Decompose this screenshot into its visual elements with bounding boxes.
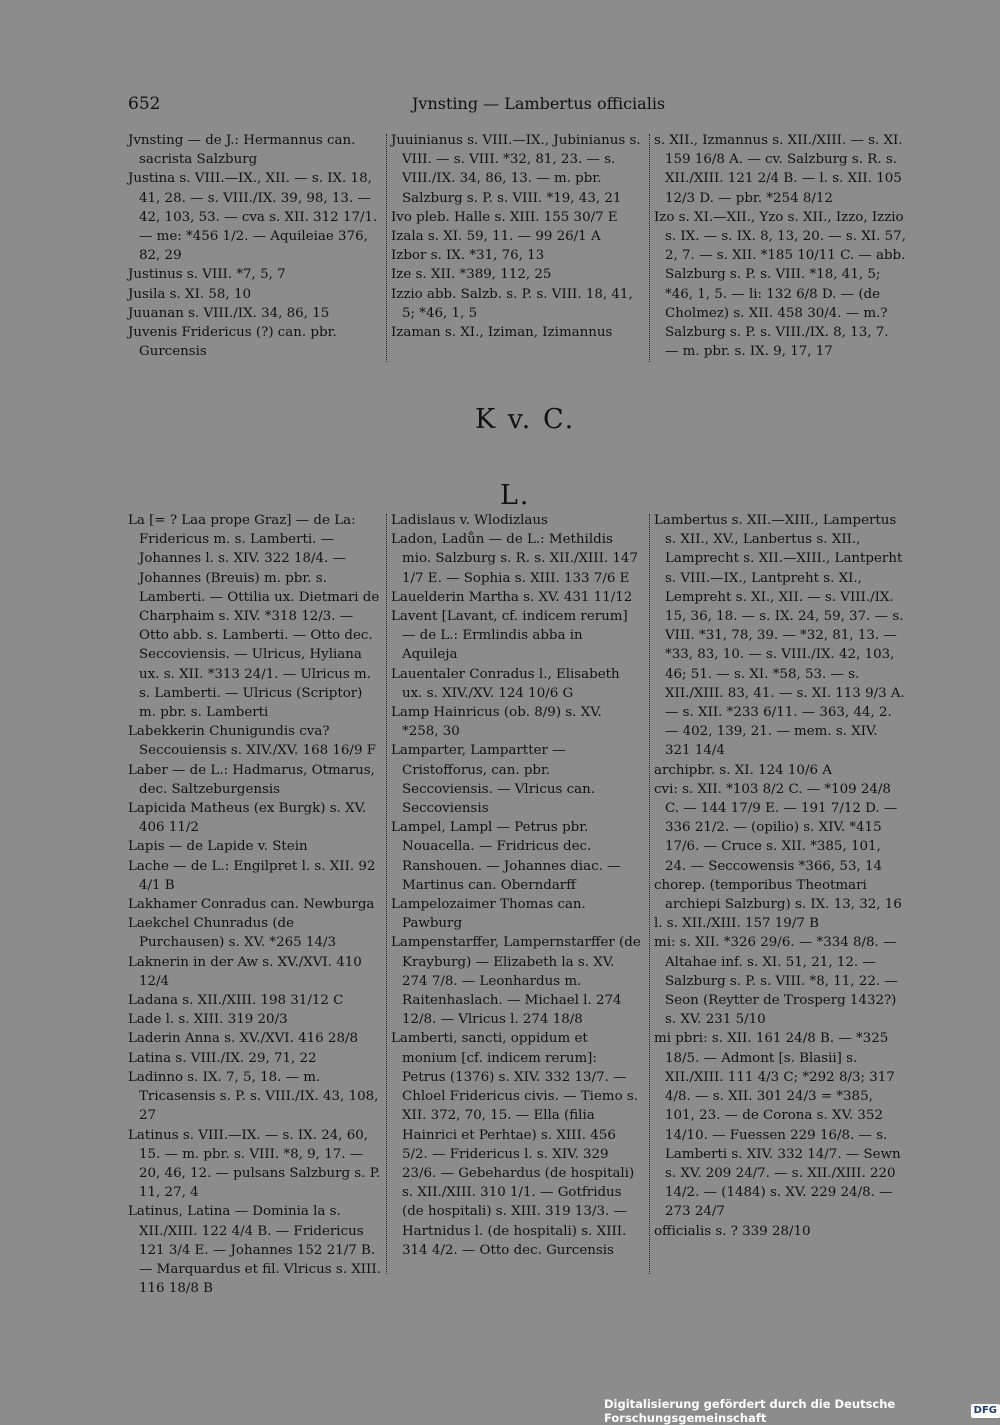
- index-entry: archipbr. s. XI. 124 10/6 A: [654, 762, 832, 778]
- index-entry: Ladinno s. IX. 7, 5, 18. — m. Tricasensis s. P. s. VIII./IX. 43, 108, 27: [128, 1069, 379, 1124]
- index-entry: l. s. XII./XIII. 157 19/7 B: [654, 916, 819, 932]
- index-entry: Ivo pleb. Halle s. XIII. 155 30/7 E: [391, 209, 618, 225]
- column-divider: [649, 134, 650, 362]
- index-entry: Ladana s. XII./XIII. 198 31/12 C: [128, 993, 344, 1009]
- index-entry: Lamberti, sancti, oppidum et monium [cf. indicem rerum]: Petrus (1376) s. XIV. 332 13/7. — Chloel Fridericus civis. — Tiemo s. XII. 372, 70, 15. — Ella (filia Hainrici et Perhtae) s. XIII. 456 5/2. — Fridericus l. s. XIV. 329 23/6. — Gebehardus (de hospitali) s. XII./XIII. 310 1/1. — Gotfridus (de hospitali) s. XIII. 319 13/3. — Hartnidus l. (de hospitali) s. XIII. 314 4/2. — Otto dec. Gurcensis: [391, 1031, 639, 1258]
- index-entry: Izo s. XI.—XII., Yzo s. XII., Izzo, Izzio s. IX. — s. IX. 8, 13, 20. — s. XI. 57, 2, 7. — s. XII. *185 10/11 C. — abb. Salzburg s. P. s. VIII. *18, 41, 5; *46, 1, 5. — li: 132 6/8 D. — (de Cholmez) s. XII. 458 30/4. — m.? Salzburg s. P. s. VIII./IX. 8, 13, 7. — m. pbr. s. IX. 9, 17, 17: [654, 209, 906, 360]
- index-entry: Lampel, Lampl — Petrus pbr. Nouacella. — Fridricus dec. Ranshouen. — Johannes diac. — Martinus can. Oberndarff: [391, 820, 621, 893]
- index-entry: Juuanan s. VIII./IX. 34, 86, 15: [128, 305, 330, 321]
- index-entry: Juuinianus s. VIII.—IX., Jubinianus s. VIII. — s. VIII. *32, 81, 23. — s. VIII./IX. 34, 86, 13. — m. pbr. Salzburg s. P. s. VIII. *19, 43, 21: [391, 133, 641, 206]
- index-entry: cvi: s. XII. *103 8/2 C. — *109 24/8 C. — 144 17/9 E. — 191 7/12 D. — 336 21/2. — (opilio) s. XIV. *415 17/6. — Cruce s. XII. *385, 101, 24. — Seccowensis *366, 53, 14: [654, 781, 898, 874]
- column-divider: [649, 514, 650, 1274]
- index-entry: Lauelderin Martha s. XV. 431 11/12: [391, 589, 633, 605]
- index-entry: Latinus s. VIII.—IX. — s. IX. 24, 60, 15. — m. pbr. s. VIII. *8, 9, 17. — 20, 46, 12. — pulsans Salzburg s. P. 11, 27, 4: [128, 1127, 381, 1201]
- index-entry: Lamp Hainricus (ob. 8/9) s. XV. *258, 30: [391, 705, 602, 740]
- index-entry: Justinus s. VIII. *7, 5, 7: [128, 267, 286, 283]
- index-entry: Laber — de L.: Hadmarus, Otmarus, dec. Saltzeburgensis: [128, 762, 375, 797]
- index-entry: Ize s. XII. *389, 112, 25: [391, 267, 552, 283]
- index-entry: Izaman s. XI., Iziman, Izimannus: [391, 325, 613, 341]
- index-entry: Lavent [Lavant, cf. indicem rerum] — de L.: Ermlindis abba in Aquileja: [391, 609, 628, 663]
- index-entry: Justina s. VIII.—IX., XII. — s. IX. 18, 41, 28. — s. VIII./IX. 39, 98, 13. — 42, 103, 53. — cva s. XII. 312 17/1. — me: *456 1/2. — Aquileiae 376, 82, 29: [128, 171, 378, 264]
- index-entry: Lade l. s. XIII. 319 20/3: [128, 1012, 288, 1028]
- column-divider: [386, 134, 387, 362]
- column-bottom-3: [654, 511, 906, 1241]
- column-bottom-2: [391, 511, 642, 1260]
- index-entry: Izala s. XI. 59, 11. — 99 26/1 A: [391, 229, 601, 245]
- dfg-logo: DFG: [971, 1404, 1000, 1418]
- index-entry: Laekchel Chunradus (de Purchausen) s. XV. *265 14/3: [128, 916, 337, 951]
- index-entry: Ladon, Ladůn — de L.: Methildis mio. Salzburg s. R. s. XII./XIII. 147 1/7 E. — Sophia s. XIII. 133 7/6 E: [391, 532, 638, 586]
- index-entry: Ladislaus v. Wlodizlaus: [391, 513, 548, 528]
- index-entry: Lakhamer Conradus can. Newburga: [128, 897, 375, 913]
- running-title: Jvnsting — Lambertus officialis: [412, 94, 666, 113]
- index-entry: Lampenstarffer, Lampernstarffer (de Krayburg) — Elizabeth la s. XV. 274 7/8. — Leonhardus m. Raitenhaslach. — Michael l. 274 12/8. — Vlricus l. 274 18/8: [391, 935, 641, 1028]
- index-entry: Lapicida Matheus (ex Burgk) s. XV. 406 11/2: [128, 801, 367, 836]
- index-entry: Laderin Anna s. XV./XVI. 416 28/8: [128, 1031, 358, 1047]
- index-entry: Latinus, Latina — Dominia la s. XII./XIII. 122 4/4 B. — Fridericus 121 3/4 E. — Johannes 152 21/7 B. — Marquardus et fil. Vlricus s. XIII. 116 18/8 B: [128, 1204, 381, 1297]
- index-entry: s. XII., Izmannus s. XII./XIII. — s. XI. 159 16/8 A. — cv. Salzburg s. R. s. XII./XIII. 121 2/4 B. — l. s. XII. 105 12/3 D. — pbr. *254 8/12: [654, 133, 903, 206]
- index-entry: mi pbri: s. XII. 161 24/8 B. — *325 18/5. — Admont [s. Blasii] s. XII./XIII. 111 4/3 C; *292 8/3; 317 4/8. — s. XII. 301 24/3 = *385, 101, 23. — de Corona s. XV. 352 14/10. — Fuessen 229 16/8. — s. Lamberti s. XIV. 332 14/7. — Sewn s. XV. 209 24/7. — s. XII./XIII. 220 14/2. — (1484) s. XV. 229 24/8. — 273 24/7: [654, 1031, 901, 1220]
- index-entry: Izbor s. IX. *31, 76, 13: [391, 248, 545, 264]
- index-entry: Lache — de L.: Engilpret l. s. XII. 92 4/1 B: [128, 858, 376, 893]
- footer: [604, 1397, 1000, 1425]
- section-heading-l: L.: [500, 480, 531, 511]
- index-entry: Izzio abb. Salzb. s. P. s. VIII. 18, 41, 5; *46, 1, 5: [391, 286, 633, 321]
- page-number: 652: [128, 94, 161, 114]
- index-entry: Laknerin in der Aw s. XV./XVI. 410 12/4: [128, 954, 362, 989]
- index-entry: chorep. (temporibus Theotmari archiepi Salzburg) s. IX. 13, 32, 16: [654, 877, 902, 913]
- column-top-3: [654, 131, 906, 361]
- index-entry: Lampelozaimer Thomas can. Pawburg: [391, 897, 586, 932]
- index-entry: officialis s. ? 339 28/10: [654, 1223, 811, 1239]
- index-entry: Latina s. VIII./IX. 29, 71, 22: [128, 1050, 317, 1066]
- column-top-2: [391, 131, 642, 342]
- index-entry: Jusila s. XI. 58, 10: [128, 286, 251, 302]
- index-entry: Jvnsting — de J.: Hermannus can. sacrista Salzburg: [128, 133, 356, 168]
- index-entry: Juvenis Fridericus (?) can. pbr. Gurcensis: [128, 325, 337, 360]
- footer-text: Digitalisierung gefördert durch die Deutsche Forschungsgemeinschaft: [604, 1397, 896, 1425]
- index-entry: Lapis — de Lapide v. Stein: [128, 839, 308, 855]
- index-entry: mi: s. XII. *326 29/6. — *334 8/8. — Altahae inf. s. XI. 51, 21, 12. — Salzburg s. P. s. VIII. *8, 11, 22. — Seon (Reytter de Trosperg 1432?) s. XV. 231 5/10: [654, 935, 898, 1028]
- index-entry: Lambertus s. XII.—XIII., Lampertus s. XII., XV., Lanbertus s. XII., Lamprecht s. XII.—XIII., Lantperht s. VIII.—IX., Lantpreht s. XI., Lempreht s. XI., XII. — s. VIII./IX. 15, 36, 18. — s. IX. 24, 59, 37. — s. VIII. *31, 78, 39. — *32, 81, 13. — *33, 83, 10. — s. VIII./IX. 42, 103, 46; 51. — s. XI. *58, 53. — s. XII./XIII. 83, 41. — s. XI. 113 9/3 A. — s. XII. *233 6/11. — 363, 44, 2. — 402, 139, 21. — mem. s. XIV. 321 14/4: [654, 513, 905, 759]
- section-heading-kvc: K v. C.: [475, 404, 576, 435]
- index-entry: La [= ? Laa prope Graz] — de La: Fridericus m. s. Lamberti. — Johannes l. s. XIV. 322 18/4. — Johannes (Breuis) m. pbr. s. Lamberti. — Ottilia ux. Dietmari de Charphaim s. XIV. *318 12/3. — Otto abb. s. Lamberti. — Otto dec. Seccoviensis. — Ulricus, Hyliana ux. s. XII. *313 24/1. — Ulricus m. s. Lamberti. — Ulricus (Scriptor) m. pbr. s. Lamberti: [128, 513, 380, 721]
- index-entry: Labekkerin Chunigundis cva? Seccouiensis s. XIV./XV. 168 16/9 F: [128, 724, 377, 759]
- index-entry: Lauentaler Conradus l., Elisabeth ux. s. XIV./XV. 124 10/6 G: [391, 666, 620, 701]
- index-entry: Lamparter, Lampartter — Cristofforus, can. pbr. Seccoviensis. — Vlricus can. Seccoviensis: [391, 743, 595, 817]
- column-divider: [386, 514, 387, 1274]
- column-bottom-1: [128, 511, 381, 1298]
- column-top-1: [128, 131, 381, 361]
